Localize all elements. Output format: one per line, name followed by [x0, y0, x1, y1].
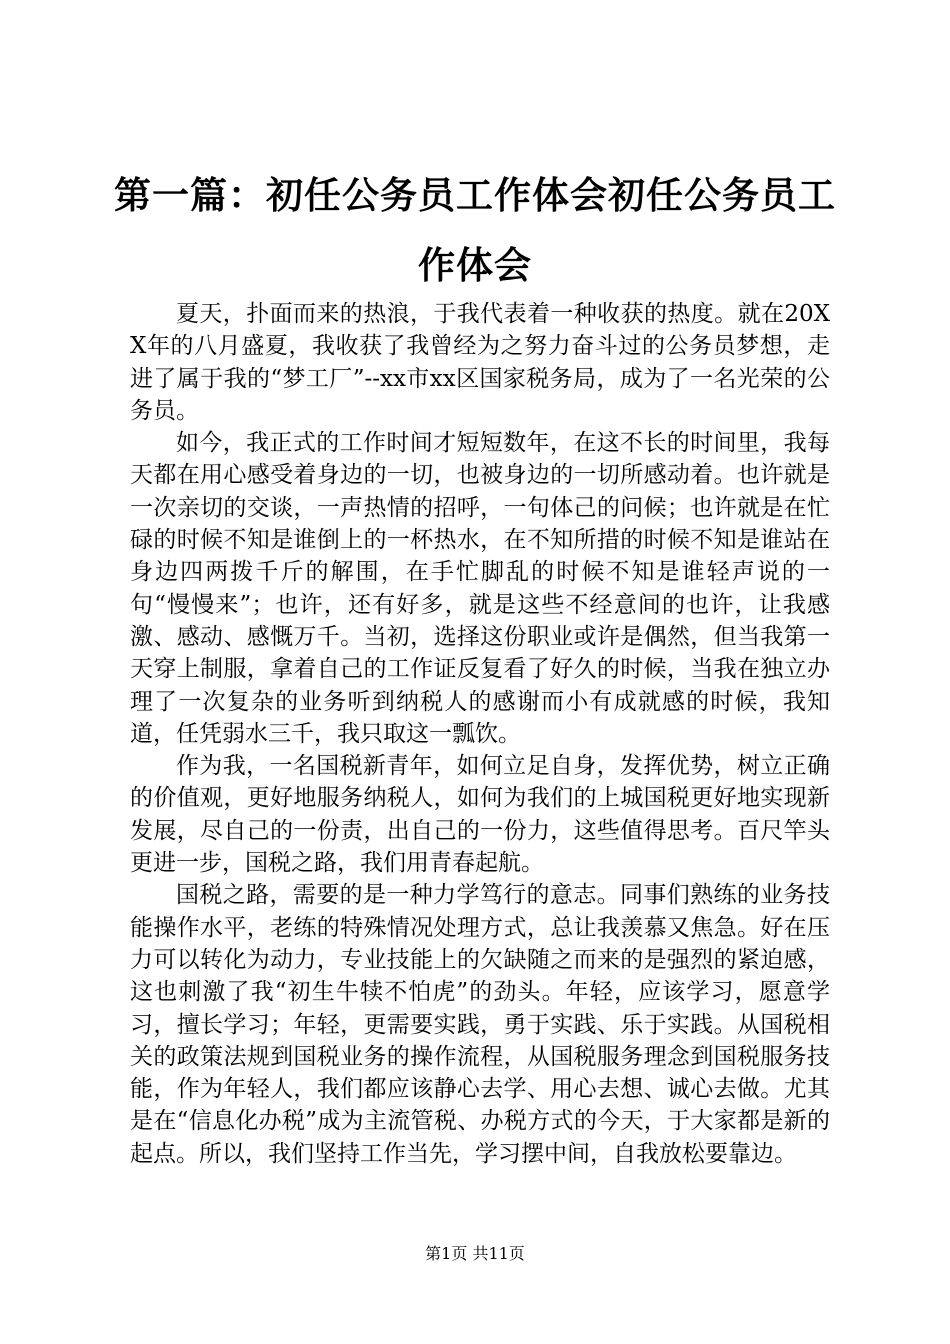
paragraph-3: 作为我，一名国税新青年，如何立足自身，发挥优势，树立正确的价值观，更好地服务纳税人，如何为我们的上城国税更好地实现新发展，尽自己的一份责，出自己的一份力，这些值得思考。百尺竿头更进一步，国税之路，我们用青春起航。 — [130, 753, 830, 877]
document-title: 第一篇：初任公务员工作体会初任公务员工作体会 — [114, 173, 836, 287]
paragraph-2: 如今，我正式的工作时间才短短数年，在这不长的时间里，我每天都在用心感受着身边的一切，也被身边的一切所感动着。也许就是一次亲切的交谈，一声热情的招呼，一句体己的问候；也许就是在忙碌的时候不知是谁倒上的一杯热水，在不知所措的时候不知是谁站在身边四两拨千斤的解围，在手忙脚乱的时候不知是谁轻声说的一句“慢慢来”；也许，还有好多，就是这些不经意间的也许，让我感激、感动、感慨万千。当初，选择这份职业或许是偶然，但当我第一天穿上制服，拿着自己的工作证反复看了好久的时候，当我在独立办理了一次复杂的业务听到纳税人的感谢而小有成就感的时候，我知道，任凭弱水三千，我只取这一瓢饮。 — [130, 430, 830, 747]
paragraph-4: 国税之路，需要的是一种力学笃行的意志。同事们熟练的业务技能操作水平，老练的特殊情况处理方式，总让我羡慕又焦急。好在压力可以转化为动力，专业技能上的欠缺随之而来的是强烈的紧迫感，这也刺激了我“初生牛犊不怕虎”的劲头。年轻，应该学习，愿意学习，擅长学习；年轻，更需要实践，勇于实践、乐于实践。从国税相关的政策法规到国税业务的操作流程，从国税服务理念到国税服务技能，作为年轻人，我们都应该静心去学、用心去想、诚心去做。尤其是在“信息化办税”成为主流管税、办税方式的今天，于大家都是新的起点。所以，我们坚持工作当先，学习摆中间，自我放松要靠边。 — [130, 882, 830, 1167]
page-number-footer: 第1页 共11页 — [425, 1244, 525, 1263]
document-body — [130, 298, 830, 1170]
paragraph-1: 夏天，扑面而来的热浪，于我代表着一种收获的热度。就在20XX年的八月盛夏，我收获了我曾经为之努力奋斗过的公务员梦想，走进了属于我的“梦工厂”--xx市xx区国家税务局，成为了一名光荣的公务员。 — [130, 301, 830, 424]
